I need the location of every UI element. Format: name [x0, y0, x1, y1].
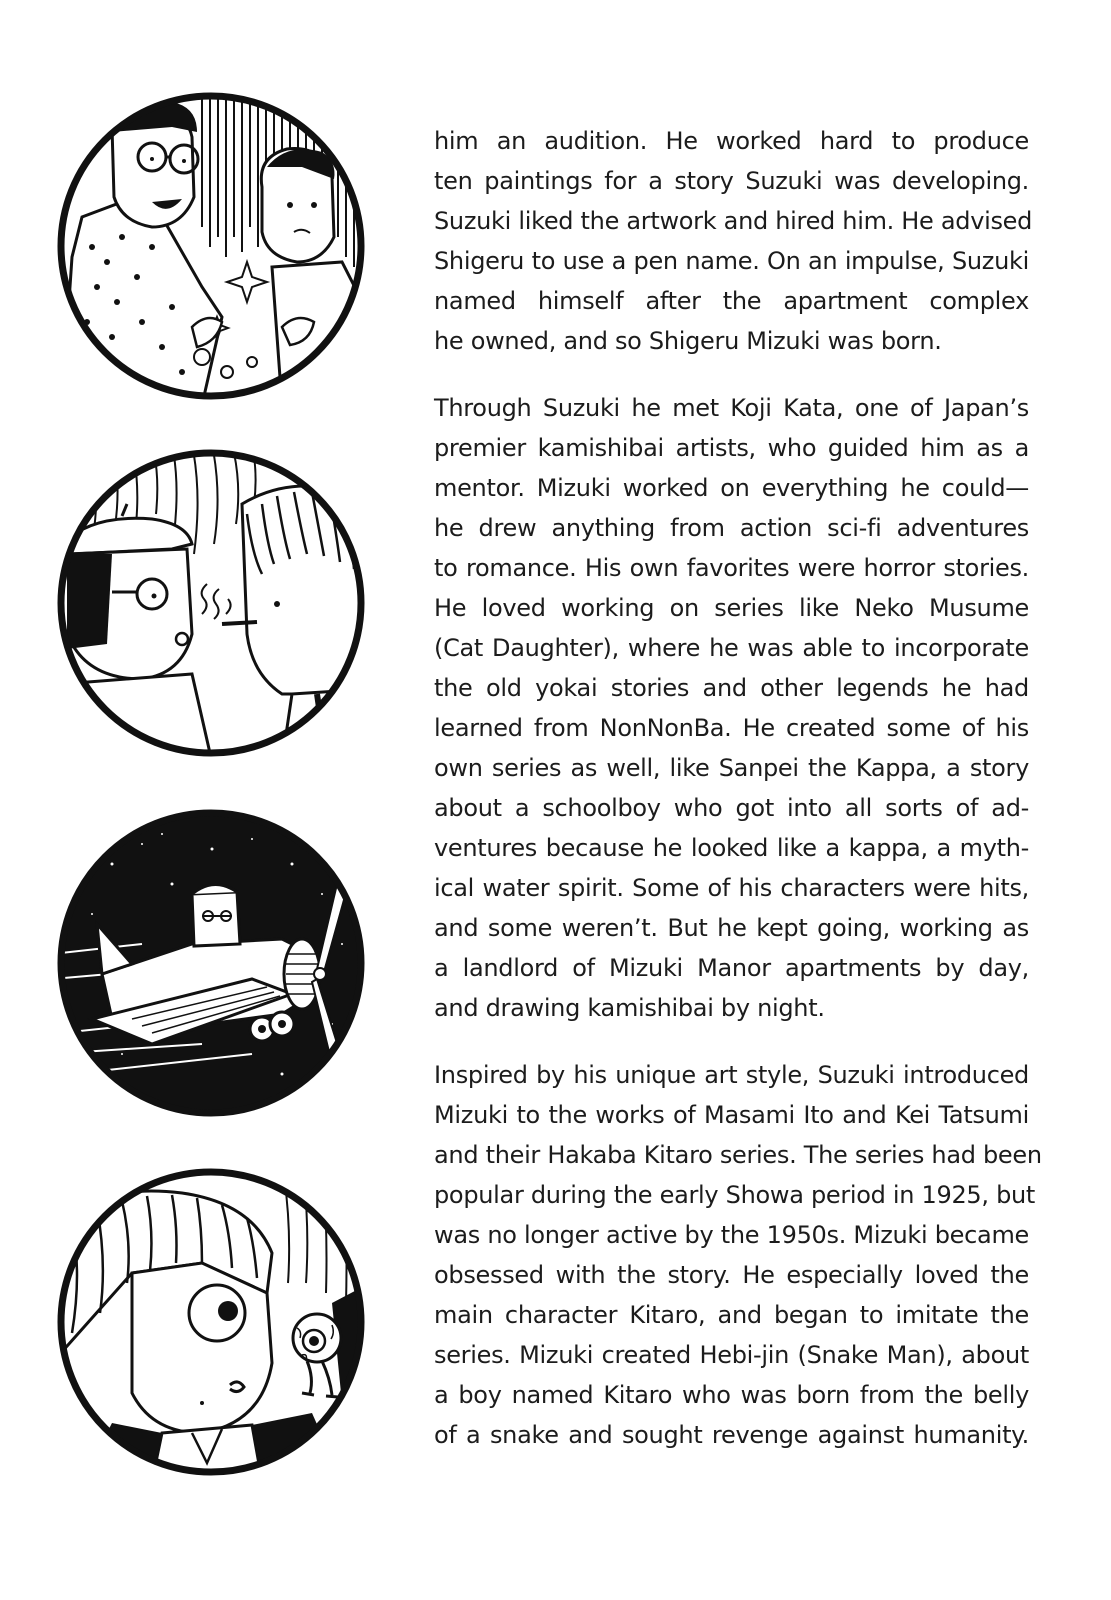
text-line: ical water spirit. Some of his characters were hits,: [434, 874, 1029, 902]
paragraph-2: [434, 388, 1029, 1028]
text-line: and their Hakaba Kitaro series. The series had been: [434, 1141, 1042, 1169]
text-line: to romance. His own favorites were horror stories.: [434, 554, 1029, 582]
text-line: him an audition. He worked hard to produce: [434, 127, 1029, 155]
illustration-two-men-audition: [52, 87, 370, 405]
illustration-circle-4: [52, 1163, 370, 1481]
illustration-beret-man-and-smoker: [52, 444, 370, 762]
text-line: Through Suzuki he met Koji Kata, one of Japan’s: [434, 394, 1029, 422]
text-line: and drawing kamishibai by night.: [434, 994, 825, 1022]
text-line: he drew anything from action sci-fi adventures: [434, 514, 1029, 542]
text-line: was no longer active by the 1950s. Mizuki became: [434, 1221, 1029, 1249]
text-line: named himself after the apartment complex: [434, 287, 1029, 315]
paragraph-1: [434, 121, 1033, 361]
paragraph-3: [434, 1055, 1042, 1455]
text-line: learned from NonNonBa. He created some of his: [434, 714, 1029, 742]
text-line: obsessed with the story. He especially loved the: [434, 1261, 1029, 1289]
text-line: series. Mizuki created Hebi-jin (Snake Man), about: [434, 1341, 1029, 1369]
text-line: and some weren’t. But he kept going, working as: [434, 914, 1029, 942]
illustration-circle-1: [52, 87, 370, 405]
text-line: he owned, and so Shigeru Mizuki was born.: [434, 327, 942, 355]
text-line: popular during the early Showa period in 1925, but: [434, 1181, 1036, 1209]
text-line: a boy named Kitaro who was born from the belly: [434, 1381, 1029, 1409]
text-line: premier kamishibai artists, who guided him as a: [434, 434, 1029, 462]
text-line: ten paintings for a story Suzuki was developing.: [434, 167, 1029, 195]
text-line: main character Kitaro, and began to imitate the: [434, 1301, 1029, 1329]
article-body: [434, 121, 1042, 1455]
illustration-circle-3: [52, 804, 370, 1122]
text-line: ventures because he looked like a kappa, a myth-: [434, 834, 1029, 862]
text-line: own series as well, like Sanpei the Kappa, a story: [434, 754, 1029, 782]
text-line: about a schoolboy who got into all sorts of ad-: [434, 794, 1029, 822]
text-line: Mizuki to the works of Masami Ito and Kei Tatsumi: [434, 1101, 1029, 1129]
text-line: a landlord of Mizuki Manor apartments by day,: [434, 954, 1029, 982]
text-line: Suzuki liked the artwork and hired him. He advised: [434, 207, 1033, 235]
illustration-kitaro-and-eyeball: [52, 1163, 370, 1481]
text-line: Shigeru to use a pen name. On an impulse, Suzuki: [434, 247, 1029, 275]
illustration-night-airplane: [52, 804, 370, 1122]
text-line: the old yokai stories and other legends he had: [434, 674, 1029, 702]
text-line: (Cat Daughter), where he was able to incorporate: [434, 634, 1029, 662]
text-line: He loved working on series like Neko Musume: [434, 594, 1029, 622]
illustration-circle-2: [52, 444, 370, 762]
text-line: of a snake and sought revenge against humanity.: [434, 1421, 1029, 1449]
text-line: Inspired by his unique art style, Suzuki introduced: [434, 1061, 1029, 1089]
text-line: mentor. Mizuki worked on everything he could—: [434, 474, 1029, 502]
